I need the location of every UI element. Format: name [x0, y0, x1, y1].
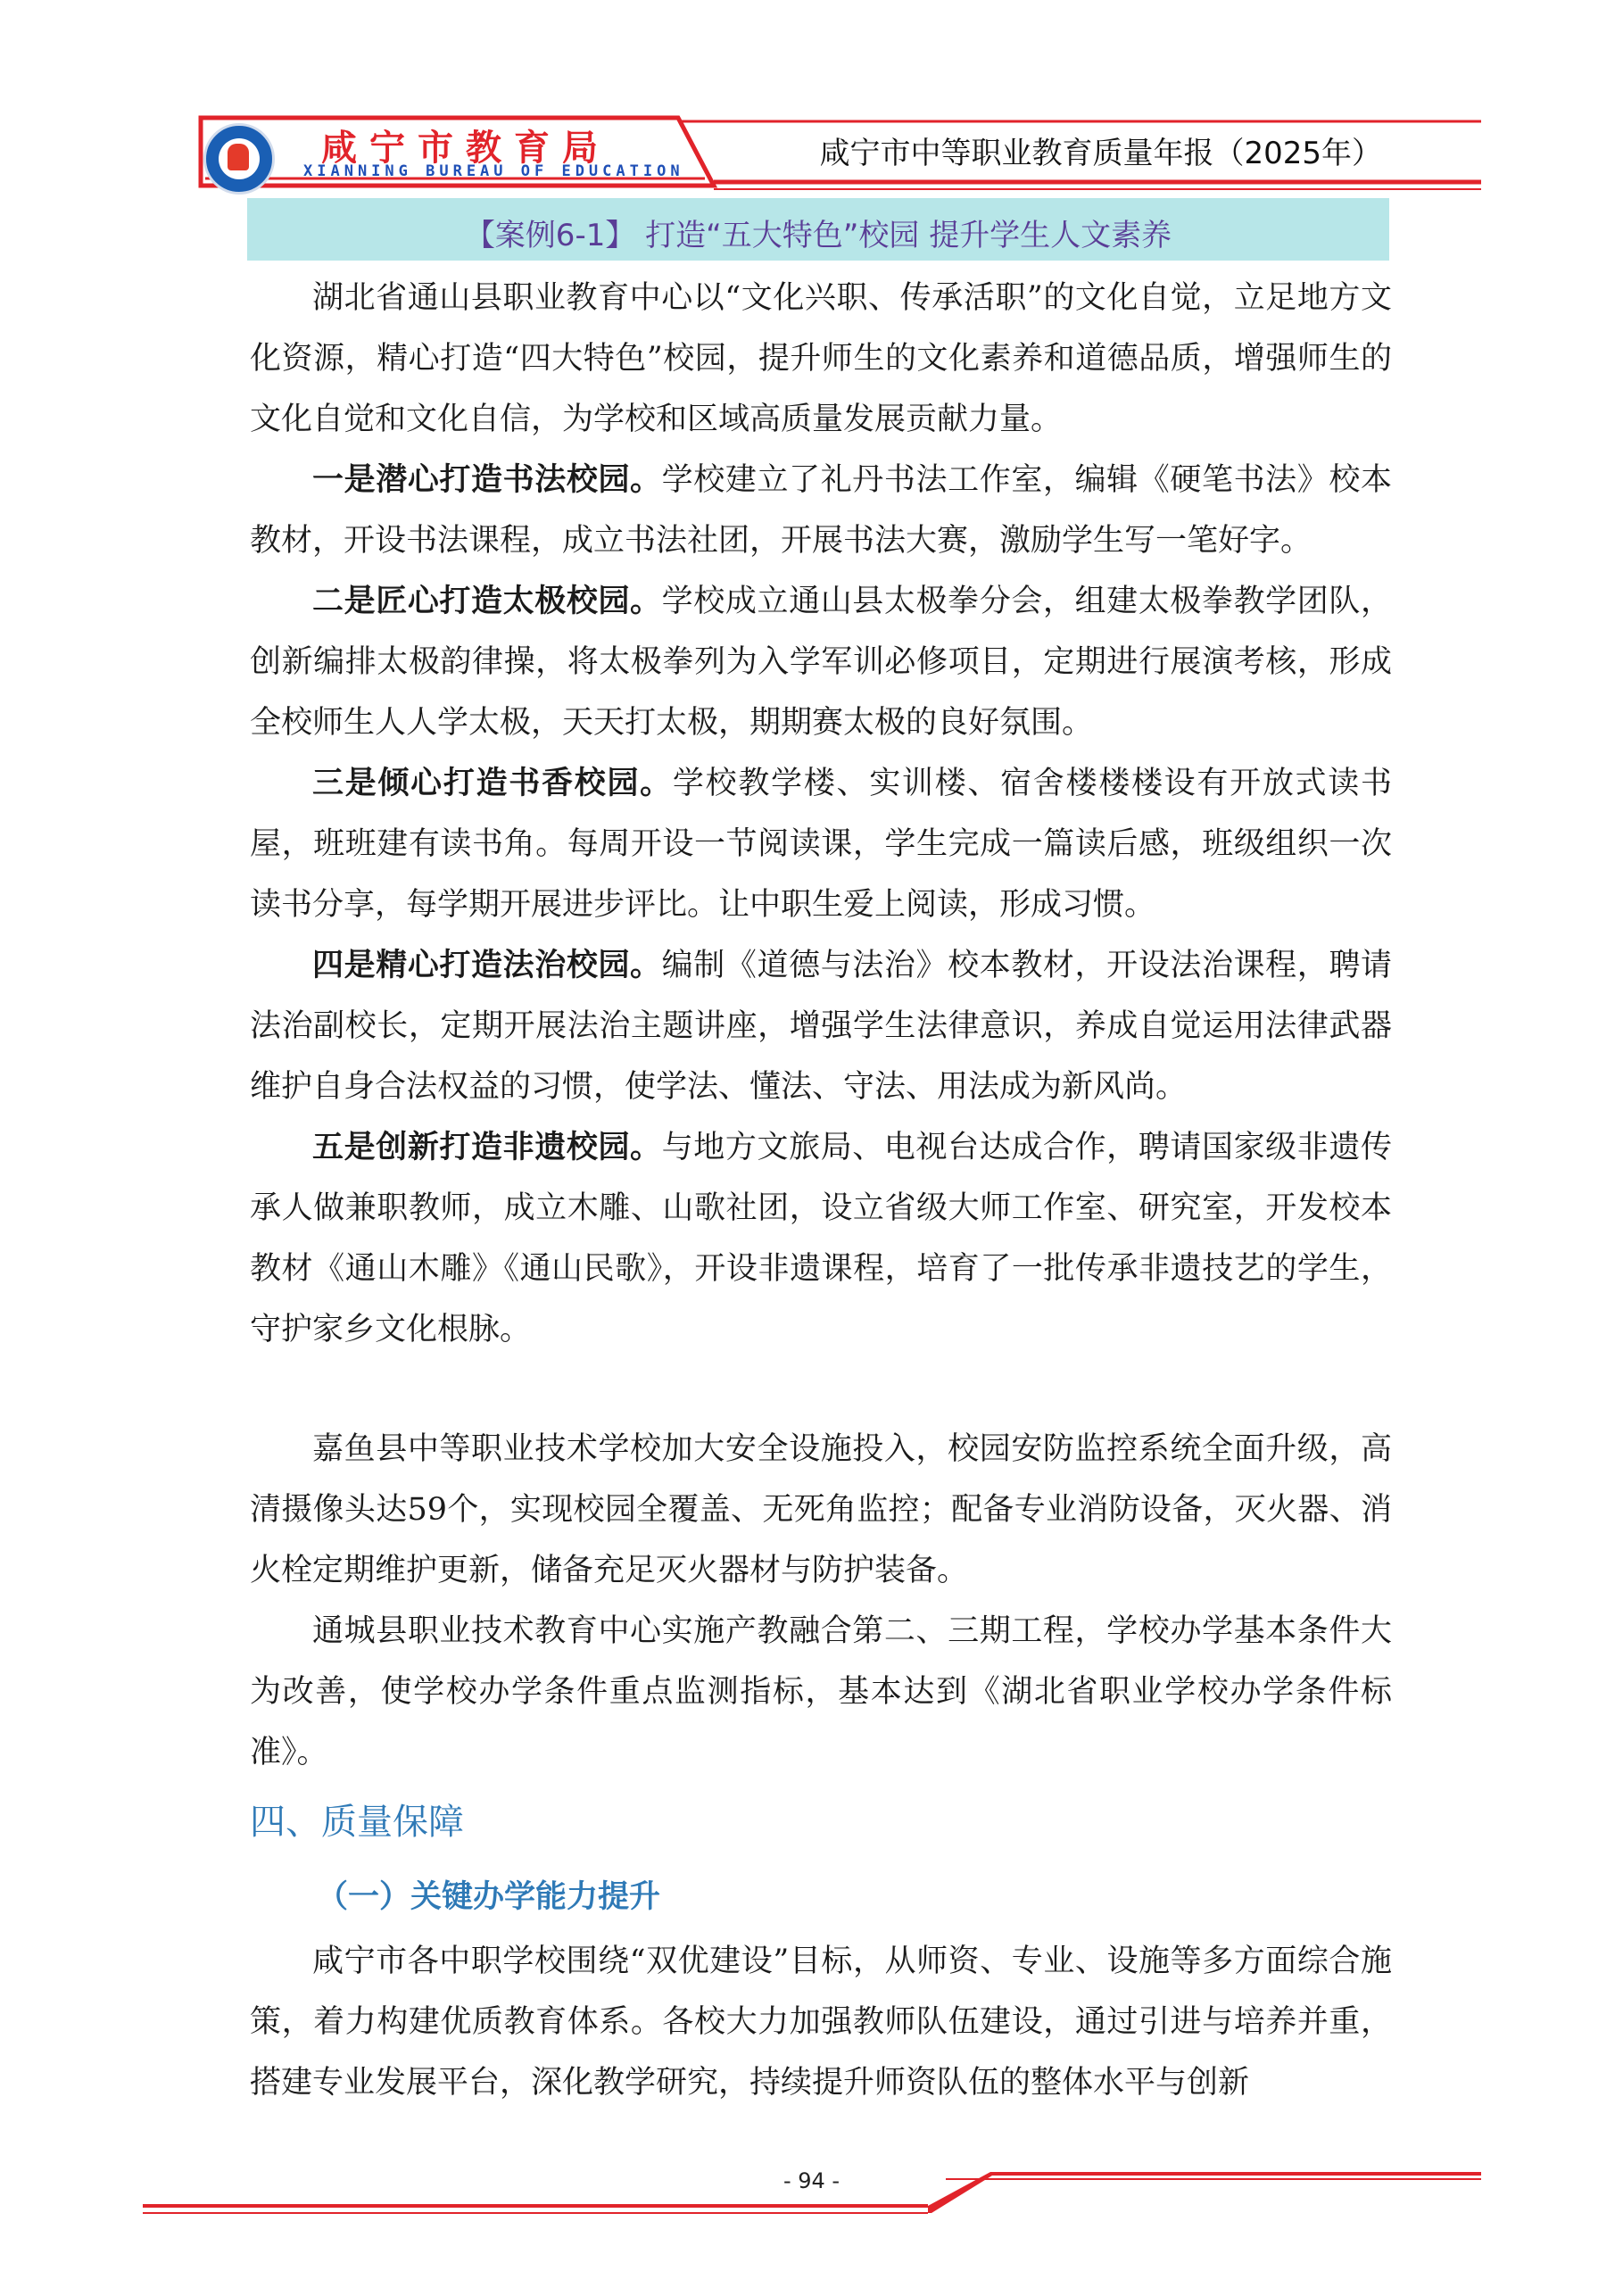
case-item-lead: 五是创新打造非遗校园。 — [312, 1129, 662, 1165]
case-item-lead: 四是精心打造法治校园。 — [312, 947, 662, 983]
education-bureau-logo — [203, 123, 275, 195]
case-title: 【案例6-1】 打造“五大特色”校园 提升学生人文素养 — [464, 218, 1172, 253]
case-title-box — [247, 198, 1389, 261]
sub-heading: （一）关键办学能力提升 — [317, 1879, 661, 1915]
case-item-5 — [250, 1117, 1392, 1360]
case-item-text: 与地方文旅局、电视台达成合作，聘请国家级非遗传承人做兼职教师，成立木雕、山歌社团，设立省级大师工作室、研究室，开发校本教材《通山木雕》《通山民歌》，开设非遗课程，培育了一批传承非遗技艺的学生，守护家乡文化根脉。 — [250, 1130, 1392, 1347]
case-item-3 — [250, 753, 1392, 935]
case-item-text: 编制《道德与法治》校本教材，开设法治课程，聘请法治副校长，定期开展法治主题讲座，增强学生法律意识，养成自觉运用法律武器维护自身合法权益的习惯，使学法、懂法、守法、用法成为新风尚。 — [250, 948, 1392, 1105]
case-intro: 湖北省通山县职业教育中心以“文化兴职、传承活职”的文化自觉，立足地方文化资源，精心打造“四大特色”校园，提升师生的文化素养和道德品质，增强师生的文化自觉和文化自信，为学校和区域高质量发展贡献力量。 — [250, 280, 1392, 437]
case-item-2 — [250, 571, 1392, 753]
case-item-4 — [250, 935, 1392, 1117]
para-tongcheng: 通城县职业技术教育中心实施产教融合第二、三期工程，学校办学基本条件大为改善，使学校办学条件重点监测指标，基本达到《湖北省职业学校办学条件标准》。 — [250, 1613, 1392, 1770]
case-item-lead: 一是潜心打造书法校园。 — [312, 461, 662, 498]
para-xianning: 咸宁市各中职学校围绕“双优建设”目标，从师资、专业、设施等多方面综合施策，着力构建优质教育体系。各校大力加强教师队伍建设，通过引进与培养并重，搭建专业发展平台，深化教学研究，持续提升师资队伍的整体水平与创新 — [250, 1944, 1392, 2101]
bureau-name-cn: 咸宁市教育局 — [321, 127, 610, 169]
page-number: - 94 - — [783, 2168, 840, 2193]
case-item-text: 学校成立通山县太极拳分会，组建太极拳教学团队，创新编排太极韵律操，将太极拳列为入学军训必修项目，定期进行展演考核，形成全校师生人人学太极，天天打太极，期期赛太极的良好氛围。 — [250, 584, 1392, 741]
case-item-text: 学校建立了礼丹书法工作室，编辑《硬笔书法》校本教材，开设书法课程，成立书法社团，开展书法大赛，激励学生写一笔好字。 — [250, 462, 1392, 559]
case-item-text: 学校教学楼、实训楼、宿舍楼楼楼设有开放式读书屋，班班建有读书角。每周开设一节阅读课，学生完成一篇读后感，班级组织一次读书分享，每学期开展进步评比。让中职生爱上阅读，形成习惯。 — [250, 766, 1392, 923]
para-jiayu: 嘉鱼县中等职业技术学校加大安全设施投入，校园安防监控系统全面升级，高清摄像头达59个，实现校园全覆盖、无死角监控；配备专业消防设备，灭火器、消火栓定期维护更新，储备充足灭火器材与防护装备。 — [250, 1431, 1392, 1588]
section-heading: 四、质量保障 — [250, 1802, 464, 1843]
report-title: 咸宁市中等职业教育质量年报（2025年） — [819, 136, 1382, 171]
case-item-lead: 二是匠心打造太极校园。 — [312, 583, 662, 619]
page-header — [0, 0, 1623, 196]
case-item-lead: 三是倾心打造书香校园。 — [312, 765, 673, 801]
case-item-1 — [250, 450, 1392, 571]
bureau-name-en: XIANNING BUREAU OF EDUCATION — [303, 162, 684, 180]
